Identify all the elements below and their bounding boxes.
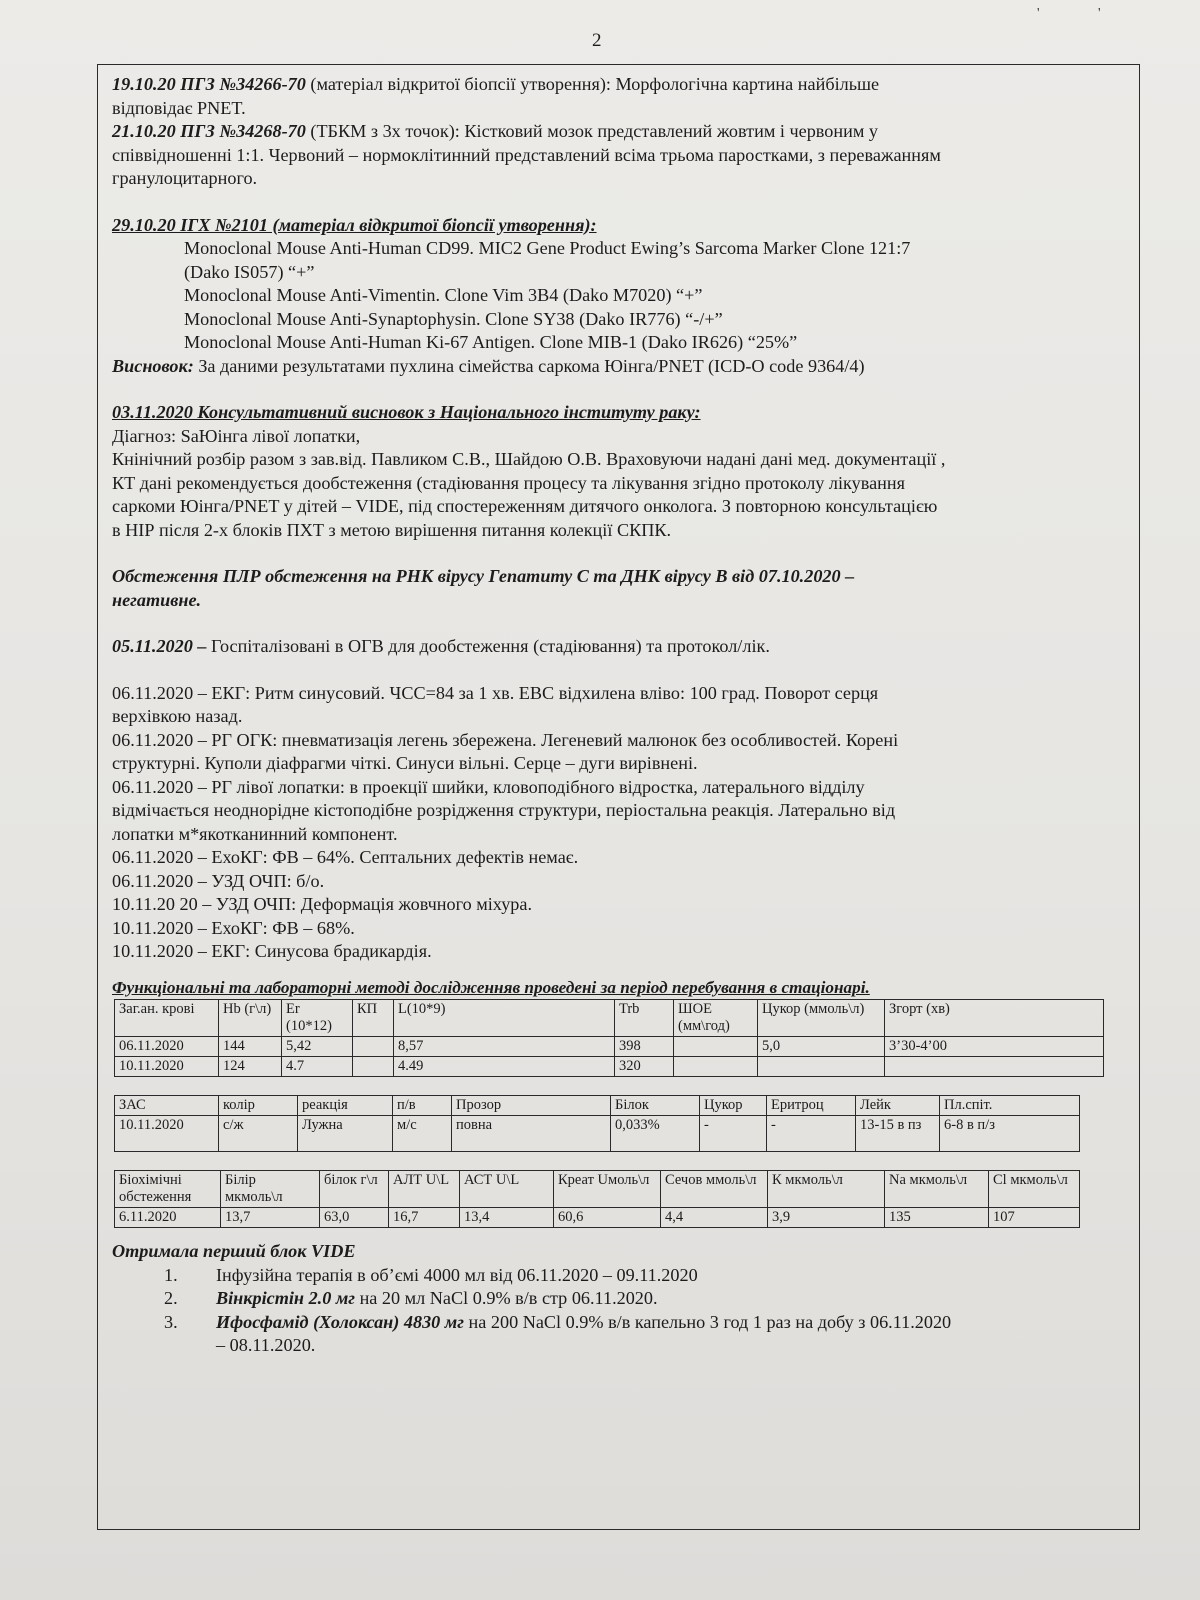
pathology-entry-1 (112, 73, 1127, 97)
table-cell: 10.11.2020 (115, 1057, 219, 1077)
table-header-cell: Er (10*12) (282, 1000, 353, 1037)
table-cell: 63,0 (320, 1208, 389, 1228)
document-frame (97, 64, 1140, 1530)
table-cell: с/ж (219, 1116, 298, 1152)
biochemistry-table (114, 1170, 1080, 1228)
finding-line: структурні. Куполи діафрагми чіткі. Синуси вільні. Серце – дуги вирівнені. (112, 753, 698, 773)
table-header-cell: Hb (г\л) (219, 1000, 282, 1037)
table-cell: - (767, 1116, 856, 1152)
table-cell: 398 (615, 1037, 674, 1057)
table-header-cell: Біохімічні обстеження (115, 1171, 221, 1208)
consult-line: КТ дані рекомендується дообстеження (стадіювання процесу та лікування згідно протоколу лікування (112, 472, 905, 493)
pathology-date: 21.10.20 ПГЗ №34268-70 (112, 121, 306, 141)
corner-mark: ' (1037, 6, 1040, 21)
table-cell: 13,4 (460, 1208, 554, 1228)
finding-line: 10.11.2020 – ЕКГ: Синусова брадикардія. (112, 941, 432, 961)
table-header-cell: Еритроц (767, 1096, 856, 1116)
drug-dosage: на 20 мл NaCl 0.9% в/в стр 06.11.2020. (355, 1288, 658, 1308)
pathology-text: (ТБКМ з 3х точок): Кістковий мозок представлений жовтим і червоним у (305, 121, 878, 141)
table-cell: 4.49 (394, 1057, 615, 1077)
table-cell (674, 1057, 758, 1077)
list-item-text (216, 1264, 1127, 1288)
ihc-heading: 29.10.20 ІГХ №2101 (матеріал відкритої біопсії утворення): (112, 214, 597, 235)
table-header-cell: білок г\л (320, 1171, 389, 1208)
drug-dosage: на 200 NaCl 0.9% в/в капельно 3 год 1 раз на добу з 06.11.2020 (463, 1311, 952, 1332)
finding-line: 06.11.2020 – РГ лівої лопатки: в проекції шийки, кловоподібного відростка, латерального відділу (112, 776, 865, 797)
table-header-cell: Пл.спіт. (940, 1096, 1080, 1116)
table-header-cell: К мкмоль\л (768, 1171, 885, 1208)
list-item-number: 3. (164, 1311, 178, 1332)
ihc-line: Monoclonal Mouse Anti-Human CD99. MIC2 Gene Product Ewing’s Sarcoma Marker Clone 121:7 (184, 238, 911, 258)
table-cell (353, 1037, 394, 1057)
drug-dosage: Інфузійна терапія в об’ємі 4000 мл від 06.11.2020 – 09.11.2020 (216, 1264, 698, 1285)
conclusion-label: Висновок: (112, 355, 194, 376)
list-item (112, 1287, 1127, 1311)
table-header-cell: Прозор (452, 1096, 611, 1116)
conclusion-text: За даними результатами пухлина сімейства саркома Юінга/PNET (ICD-O code 9364/4) (193, 355, 865, 376)
table-header-cell: L(10*9) (394, 1000, 615, 1037)
finding-line: 06.11.2020 – ЕхоКГ: ФВ – 64%. Септальних дефектів немає. (112, 847, 579, 867)
finding-line: лопатки м*якотканинний компонент. (112, 823, 398, 844)
table-header-cell: АСТ U\L (460, 1171, 554, 1208)
pathology-entry-2 (112, 120, 1127, 144)
vide-heading: Отримала перший блок VIDE (112, 1241, 356, 1261)
table-header-cell: Цукор (ммоль\л) (758, 1000, 885, 1037)
table-row (115, 1116, 1080, 1152)
table-cell: 320 (615, 1057, 674, 1077)
table-cell: 4.7 (282, 1057, 353, 1077)
table-cell: 13-15 в пз (856, 1116, 940, 1152)
consult-line: в НІР після 2-х блоків ПХТ з метою вирішення питання колекції СКПК. (112, 519, 672, 540)
pathology-text-cont: співвідношенні 1:1. Червоний – нормоклітинний представлений всіма трьома паростками, з переважанням (112, 144, 941, 165)
table-header-cell: Білок (611, 1096, 700, 1116)
table-cell: 3,9 (768, 1208, 885, 1228)
list-item-text (216, 1287, 1127, 1311)
ihc-line: Monoclonal Mouse Anti-Synaptophysin. Clone SY38 (Dako IR776) “-/+” (184, 308, 723, 329)
table-cell (353, 1057, 394, 1077)
table-cell: 5,42 (282, 1037, 353, 1057)
table-cell: 107 (989, 1208, 1080, 1228)
table-cell: повна (452, 1116, 611, 1152)
table-cell: - (700, 1116, 767, 1152)
consult-line: Кнінічний розбір разом з зав.від. Павликом С.В., Шайдою О.В. Враховуючи надані дані мед. документації , (112, 449, 946, 469)
table-cell: 10.11.2020 (115, 1116, 219, 1152)
table-header-row (115, 1000, 1104, 1037)
pathology-text-cont: відповідає PNET. (112, 97, 246, 118)
table-cell: 8,57 (394, 1037, 615, 1057)
table-cell: 135 (885, 1208, 989, 1228)
table-cell: 3’30-4’00 (885, 1037, 1104, 1057)
table-header-cell: Cl мкмоль\л (989, 1171, 1080, 1208)
table-header-cell: Лейк (856, 1096, 940, 1116)
table-cell (758, 1057, 885, 1077)
pathology-text-cont: гранулоцитарного. (112, 168, 258, 188)
table-row (115, 1208, 1080, 1228)
table-header-cell: реакція (298, 1096, 393, 1116)
finding-line: 06.11.2020 – УЗД ОЧП: б/о. (112, 870, 325, 891)
table-row (115, 1057, 1104, 1077)
list-item (112, 1311, 1127, 1358)
blood-test-table (114, 999, 1104, 1077)
list-item-text (216, 1311, 1127, 1358)
page-number: 2 (592, 30, 602, 51)
table-header-row (115, 1171, 1080, 1208)
pathology-text: (матеріал відкритої біопсії утворення): Морфологічна картина найбільше (305, 74, 880, 94)
table-cell: Лужна (298, 1116, 393, 1152)
urine-test-table (114, 1095, 1080, 1152)
table-header-cell: п/в (393, 1096, 452, 1116)
table-cell: 13,7 (221, 1208, 320, 1228)
table-cell: 16,7 (389, 1208, 460, 1228)
table-header-cell: Trb (615, 1000, 674, 1037)
hospitalization-line (112, 635, 1127, 659)
table-cell: 4,4 (661, 1208, 768, 1228)
table-cell: 60,6 (554, 1208, 661, 1228)
finding-line: 06.11.2020 – ЕКГ: Ритм синусовий. ЧСС=84 за 1 хв. ЕВС відхилена вліво: 100 град. Поворот серця (112, 682, 879, 703)
ihc-line: Monoclonal Mouse Anti-Vimentin. Clone Vim 3B4 (Dako M7020) “+” (184, 285, 703, 305)
ihc-line: Monoclonal Mouse Anti-Human Ki-67 Antigen. Clone MIB-1 (Dako IR626) “25%” (184, 332, 798, 352)
pcr-line: негативне. (112, 589, 202, 610)
table-cell: 6.11.2020 (115, 1208, 221, 1228)
table-cell: 6-8 в п/з (940, 1116, 1080, 1152)
table-header-cell: Сечов ммоль\л (661, 1171, 768, 1208)
finding-line: верхівкою назад. (112, 706, 243, 726)
ihc-line: (Dako IS057) “+” (184, 261, 315, 282)
corner-mark: ' (1098, 6, 1101, 21)
table-cell: 06.11.2020 (115, 1037, 219, 1057)
list-item (112, 1264, 1127, 1288)
vide-list (112, 1264, 1127, 1358)
finding-line: 06.11.2020 – РГ ОГК: пневматизація легень збережена. Легеневий малюнок без особливостей. Корені (112, 729, 899, 750)
table-header-cell: колір (219, 1096, 298, 1116)
list-item-number: 2. (164, 1288, 178, 1308)
consult-heading: 03.11.2020 Консультативний висновок з Національного інституту раку: (112, 402, 701, 422)
finding-line: 10.11.20 20 – УЗД ОЧП: Деформація жовчного міхура. (112, 894, 532, 914)
table-header-row (115, 1096, 1080, 1116)
consult-line: саркоми Юінга/PNET у дітей – VIDE, під спостереженням дитячого онколога. З повторною консультацією (112, 496, 938, 516)
table-cell: 124 (219, 1057, 282, 1077)
table-header-cell: Na мкмоль\л (885, 1171, 989, 1208)
drug-name: Ифосфамід (Холоксан) 4830 мг (216, 1311, 464, 1332)
table-header-cell: Заг.ан. крові (115, 1000, 219, 1037)
table-cell: 144 (219, 1037, 282, 1057)
table-header-cell: ШОЕ (мм\год) (674, 1000, 758, 1037)
table-header-cell: Згорт (хв) (885, 1000, 1104, 1037)
hospitalization-date: 05.11.2020 – (112, 636, 207, 656)
table-cell (885, 1057, 1104, 1077)
pcr-line: Обстеження ПЛР обстеження на РНК вірусу Гепатиту С та ДНК вірусу В від 07.10.2020 – (112, 566, 855, 586)
table-row (115, 1037, 1104, 1057)
table-cell: 0,033% (611, 1116, 700, 1152)
table-header-cell: Креат Uмоль\л (554, 1171, 661, 1208)
consult-line: Діагноз: SaЮінга лівої лопатки, (112, 425, 361, 446)
drug-name: Вінкрістін 2.0 мг (216, 1288, 356, 1308)
table-header-cell: ЗАС (115, 1096, 219, 1116)
table-cell: м/с (393, 1116, 452, 1152)
table-header-cell: Цукор (700, 1096, 767, 1116)
table-header-cell: АЛТ U\L (389, 1171, 460, 1208)
table-header-cell: КП (353, 1000, 394, 1037)
pathology-date: 19.10.20 ПГЗ №34266-70 (112, 74, 306, 94)
finding-line: 10.11.2020 – ЕхоКГ: ФВ – 68%. (112, 917, 355, 938)
table-cell (674, 1037, 758, 1057)
finding-line: відмічається неоднорідне кістоподібне розрідження структури, періостальна реакція. Латерально від (112, 800, 896, 820)
list-item-number: 1. (164, 1264, 178, 1285)
drug-dosage-cont: – 08.11.2020. (216, 1335, 316, 1355)
ihc-conclusion (112, 355, 1127, 379)
labs-heading: Функціональні та лабораторні методі дослідженняв проведені за період перебування в стаціонарі. (112, 977, 870, 997)
hospitalization-text: Госпіталізовані в ОГВ для дообстеження (стадіювання) та протокол/лік. (206, 636, 770, 656)
table-cell: 5,0 (758, 1037, 885, 1057)
table-header-cell: Білір мкмоль\л (221, 1171, 320, 1208)
